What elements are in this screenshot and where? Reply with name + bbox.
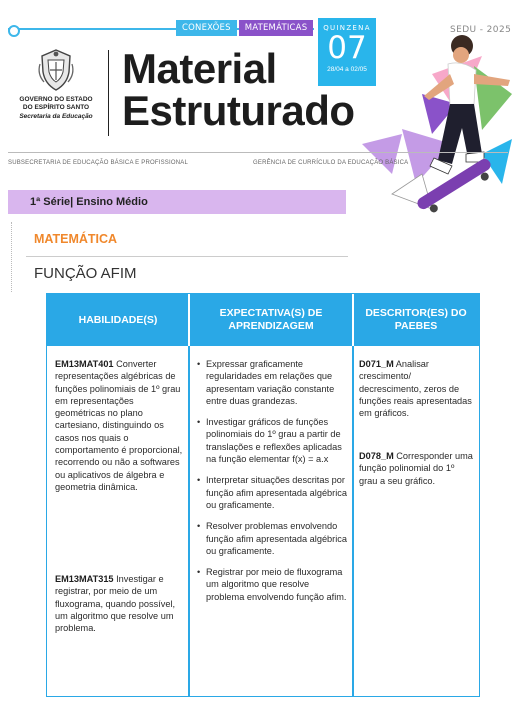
habilidade-code: EM13MAT315: [55, 574, 114, 584]
descritor-code: D071_M: [359, 359, 394, 369]
header-rule: [8, 152, 508, 153]
habilidade-text: Converter representações algébricas de funções polinomiais de 1º grau em representações geométricas no plano cartesiano, distinguindo os casos nos quais o comportamento é proporcional, recorrendo ou não a softwares ou aplicativos de álgebra e geometria dinâmica.: [55, 359, 183, 492]
descritor-text: Corresponder uma função polinomial do 1º grau a seu gráfico.: [359, 451, 473, 486]
expectativa-item: • Interpretar situações descritas por função afim apresentada algébrica ou graficamente.: [197, 474, 347, 511]
series-band: [8, 190, 346, 214]
habilidade-text: Investigar e registrar, por meio de um fluxograma, quando possível, um algoritmo que resolve um problema.: [55, 574, 176, 634]
header-divider: [108, 50, 109, 136]
column-divider-2: [352, 346, 354, 696]
quinzena-number: 07: [327, 30, 367, 66]
gerencia-label: GERÊNCIA DE CURRÍCULO DA EDUCAÇÃO BÁSICA: [253, 160, 409, 166]
header-habilidades: HABILIDADE(S): [78, 313, 158, 326]
descritor-item: [359, 358, 475, 419]
descritor-item: [359, 450, 475, 487]
expectativa-item: • Expressar graficamente regularidades em relações que apresentam variação constante entre duas grandezas.: [197, 358, 347, 407]
tag-matematicas: MATEMÁTICAS: [239, 20, 314, 36]
habilidade-item: [55, 573, 183, 634]
expectativa-item: • Registrar por meio de fluxograma um algoritmo que resolve problema envolvendo função afim.: [197, 566, 347, 603]
habilidade-code: EM13MAT401: [55, 359, 114, 369]
skills-table: [46, 293, 480, 697]
title-line-1: Material: [122, 45, 277, 92]
header-divider-1: [188, 294, 190, 346]
coat-of-arms-icon: [36, 48, 76, 92]
habilidade-item: [55, 358, 183, 493]
quinzena-label: QUINZENA: [323, 24, 371, 32]
subject-label: MATEMÁTICA: [34, 232, 118, 246]
tag-conexoes: CONEXÕES: [176, 20, 237, 36]
header-expectativas: EXPECTATIVA(S) DE APRENDIZAGEM: [219, 307, 323, 332]
sedu-logo: SEDU - 2025: [450, 25, 512, 35]
gov-line-2: DO ESPÍRITO SANTO: [22, 104, 90, 111]
expectativas-list: [197, 358, 347, 612]
series-tags: [176, 20, 313, 36]
expectativa-item: • Investigar gráficos de funções polinomiais do 1º grau a partir de translações e reflexões aplicadas na função elementar f(x) = a.x: [197, 416, 347, 465]
topic-title: FUNÇÃO AFIM: [34, 265, 137, 282]
table-header: [47, 294, 479, 346]
quinzena-dates: 28/04 a 02/05: [327, 66, 367, 73]
subsecretaria-label: SUBSECRETARIA DE EDUCAÇÃO BÁSICA E PROFISSIONAL: [8, 160, 188, 166]
descritor-text: Analisar crescimento/ decrescimento, zeros de funções reais apresentadas em gráficos.: [359, 359, 472, 419]
government-logo: [8, 48, 104, 121]
skater-illustration: [362, 34, 524, 224]
subject-rule: [26, 256, 348, 257]
page-title: [122, 45, 355, 134]
column-divider-1: [188, 346, 190, 696]
series-label: 1ª Série| Ensino Médio: [30, 196, 148, 208]
header-descritores: DESCRITOR(ES) DO PAEBES: [365, 307, 467, 332]
header-divider-2: [352, 294, 354, 346]
gov-line-1: GOVERNO DO ESTADO: [19, 96, 93, 103]
title-line-2: Estruturado: [122, 87, 355, 134]
side-dotted-rule: [11, 222, 21, 292]
gov-line-3: Secretaria da Educação: [19, 113, 93, 120]
expectativa-item: • Resolver problemas envolvendo função afim apresentada algébrica ou graficamente.: [197, 520, 347, 557]
descritor-code: D078_M: [359, 451, 394, 461]
